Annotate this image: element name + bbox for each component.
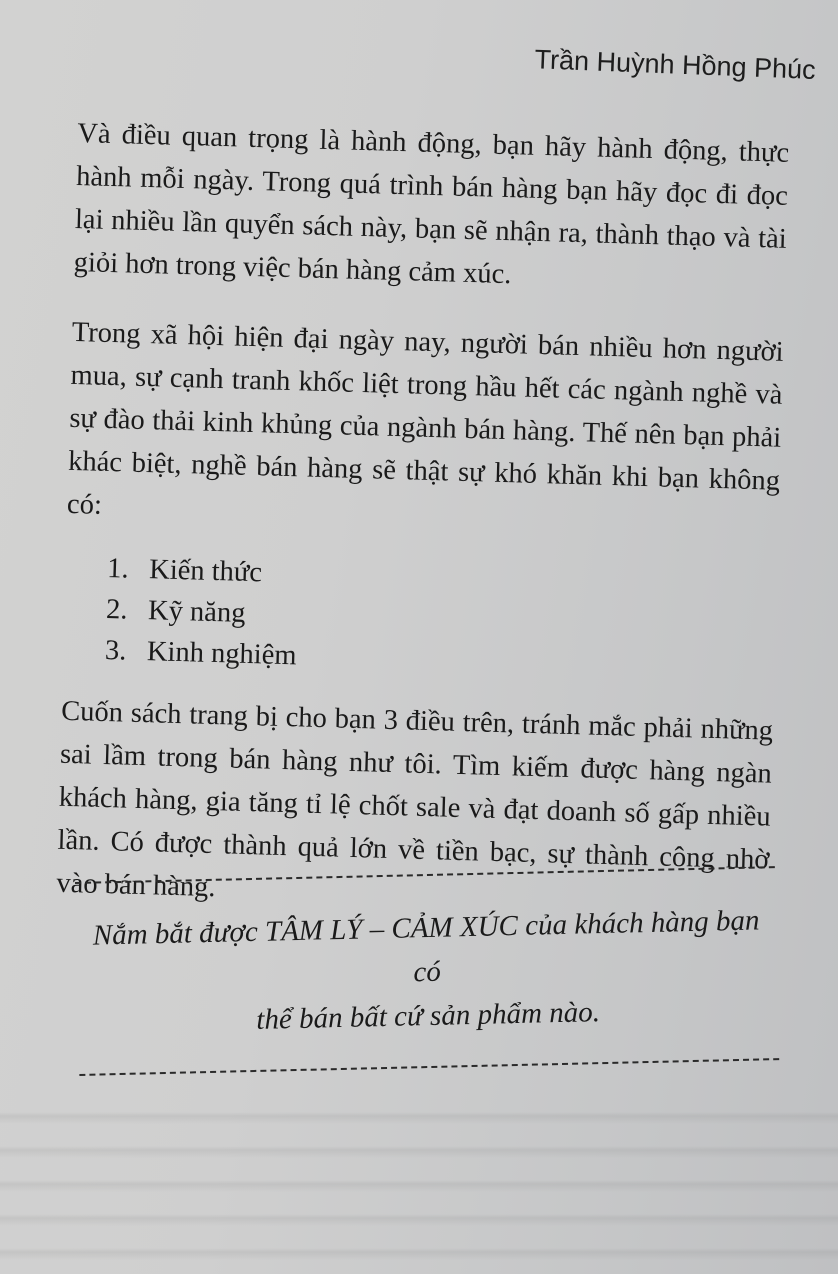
requirements-list [104, 548, 777, 690]
pull-quote-line-2: thể bán bất cứ sản phẩm nào. [255, 996, 601, 1036]
list-item-text: Kinh nghiệm [146, 636, 297, 672]
dashed-divider-bottom [79, 1058, 779, 1076]
running-header-author: Trần Huỳnh Hồng Phúc [533, 44, 816, 85]
list-item-text: Kỹ năng [147, 595, 246, 629]
list-item-number: 1. [106, 553, 130, 585]
body-text [56, 112, 790, 925]
list-item-number: 2. [105, 593, 128, 626]
show-through-shading [0, 1090, 838, 1274]
list-item-number: 3. [104, 634, 127, 667]
paragraph-3: Cuốn sách trang bị cho bạn 3 điều trên, tránh mắc phải những sai lầm trong bán hàng như tôi. Tìm kiếm được hàng ngàn khách hàng, gia tăng tỉ lệ chốt sale và đạt doanh số gấp nhiều lần. Có được thành quả lớn về tiền bạc, sự thành công nhờ vào bán hàng. [56, 695, 774, 904]
paragraph-2: Trong xã hội hiện đại ngày nay, người bán nhiều hơn người mua, sự cạnh tranh khốc liệt trong hầu hết các ngành nghề và sự đào thải kinh khủng của ngành bán hàng. Thế nên bạn phải khác biệt, nghề bán hàng sẽ thật sự khó khăn khi bạn không có: [66, 316, 784, 521]
pull-quote-box [75, 866, 779, 1076]
pull-quote [76, 898, 779, 1046]
list-item-text: Kiến thức [148, 554, 263, 589]
paragraph-1: Và điều quan trọng là hành động, bạn hãy hành động, thực hành mỗi ngày. Trong quá trình bán hàng bạn hãy đọc đi đọc lại nhiều lần quyển sách này, bạn sẽ nhận ra, thành thạo và tài giỏi hơn trong việc bán hàng cảm xúc. [73, 117, 790, 291]
pull-quote-line-1: Nắm bắt được TÂM LÝ – CẢM XÚC của khách hàng bạn có [92, 904, 760, 989]
